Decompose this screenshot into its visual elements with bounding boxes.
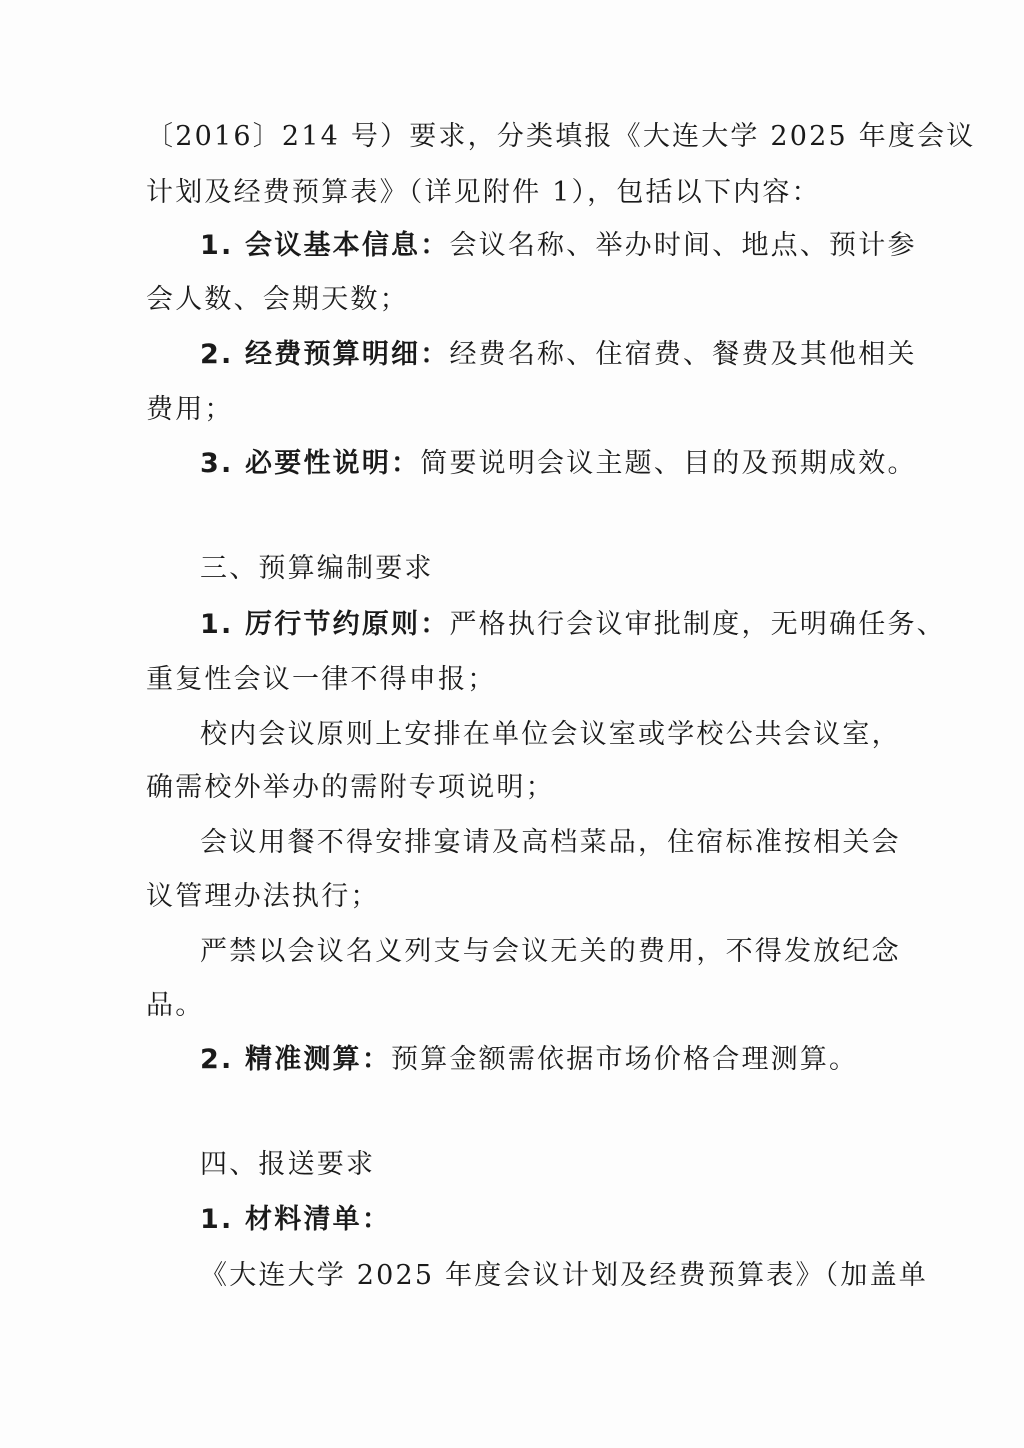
- list-item-meeting-info: [0, 226, 1024, 266]
- list-item-heading: 1. 厉行节约原则：: [200, 609, 450, 640]
- paragraph-line: [0, 660, 1024, 700]
- list-item-heading: 1. 材料清单：: [200, 1204, 392, 1235]
- line-text: 重复性会议一律不得申报；: [146, 664, 497, 695]
- list-item-heading: 2. 精准测算：: [200, 1044, 392, 1075]
- line-text: 确需校外举办的需附专项说明；: [146, 772, 555, 803]
- paragraph-line: [0, 390, 1024, 430]
- section-heading-text: 三、预算编制要求: [200, 553, 434, 584]
- section-heading-budget-requirements: [0, 549, 1024, 589]
- list-item-materials: [0, 1200, 1024, 1240]
- list-item-heading: 2. 经费预算明细：: [200, 339, 450, 370]
- line-text: 严禁以会议名义列支与会议无关的费用，不得发放纪念: [200, 936, 901, 967]
- list-item-heading: 3. 必要性说明：: [200, 448, 421, 479]
- paragraph-line: [0, 823, 1024, 863]
- line-text: 简要说明会议主题、目的及预期成效。: [420, 448, 917, 479]
- list-item-budget-detail: [0, 335, 1024, 375]
- paragraph-line: [0, 280, 1024, 320]
- line-text: 严格执行会议审批制度，无明确任务、: [449, 609, 946, 640]
- paragraph-line: [0, 932, 1024, 972]
- line-text: 《大连大学 2025 年度会议计划及经费预算表》（加盖单: [200, 1260, 928, 1291]
- line-text: 经费名称、住宿费、餐费及其他相关: [449, 339, 917, 370]
- line-text: 议管理办法执行；: [146, 881, 380, 912]
- paragraph-line: [0, 986, 1024, 1026]
- list-item-heading: 1. 会议基本信息：: [200, 230, 450, 261]
- paragraph-line: [0, 117, 1024, 157]
- line-text: 品。: [146, 990, 205, 1021]
- line-text: 校内会议原则上安排在单位会议室或学校公共会议室，: [200, 719, 901, 750]
- line-text: 会议名称、举办时间、地点、预计参: [449, 230, 917, 261]
- section-heading-text: 四、报送要求: [200, 1149, 376, 1180]
- line-text: 预算金额需依据市场价格合理测算。: [391, 1044, 859, 1075]
- line-text: 〔2016〕214 号）要求，分类填报《大连大学 2025 年度会议: [146, 121, 976, 152]
- paragraph-line: [0, 768, 1024, 808]
- paragraph-line: [0, 1256, 1024, 1296]
- list-item-necessity: [0, 444, 1024, 484]
- line-text: 费用；: [146, 394, 234, 425]
- paragraph-line: [0, 877, 1024, 917]
- list-item-precise-calculation: [0, 1040, 1024, 1080]
- paragraph-line: [0, 173, 1024, 213]
- line-text: 会人数、会期天数；: [146, 284, 409, 315]
- line-text: 计划及经费预算表》（详见附件 1），包括以下内容：: [146, 177, 821, 208]
- line-text: 会议用餐不得安排宴请及高档菜品，住宿标准按相关会: [200, 827, 901, 858]
- list-item-frugality: [0, 605, 1024, 645]
- paragraph-line: [0, 715, 1024, 755]
- section-heading-submission-requirements: [0, 1145, 1024, 1185]
